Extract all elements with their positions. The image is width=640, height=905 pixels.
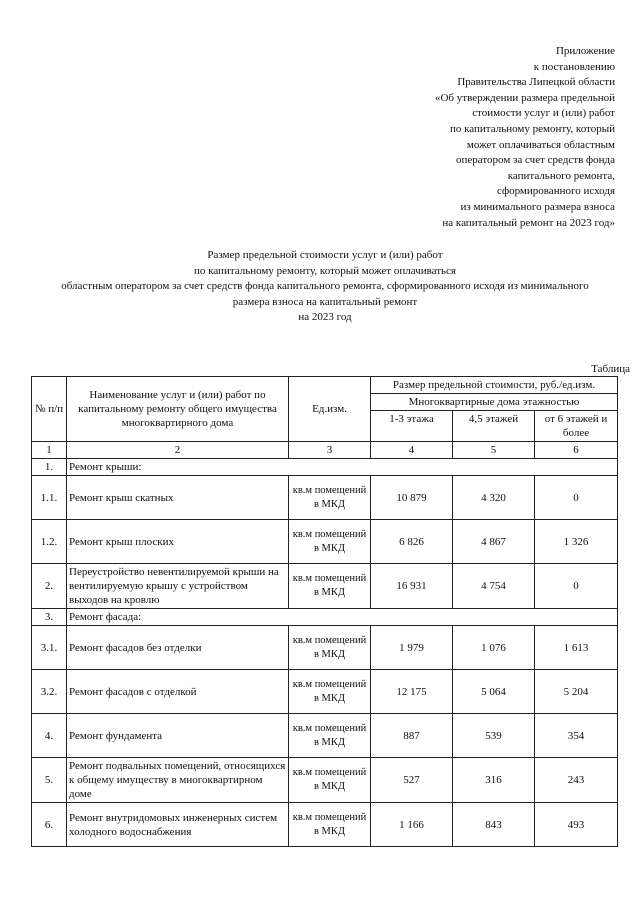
row-num: 4.: [32, 714, 67, 758]
work-name: Ремонт крыш плоских: [67, 520, 289, 564]
value-6-plus-floors: 1 326: [535, 520, 618, 564]
value-1-3-floors: 10 879: [371, 476, 453, 520]
table-section-row: [32, 459, 618, 476]
appendix-line: из минимального размера взноса: [460, 200, 615, 213]
row-num: 3.: [32, 609, 67, 626]
table-section-row: [32, 609, 618, 626]
header-name: Наименование услуг и (или) работ по капитальному ремонту общего имущества многоквартирного дома: [67, 377, 289, 442]
table-row: [32, 564, 618, 609]
column-number-row: [32, 442, 618, 459]
value-6-plus-floors: 0: [535, 476, 618, 520]
row-num: 1.1.: [32, 476, 67, 520]
header-cost-group: Размер предельной стоимости, руб./ед.изм.: [371, 377, 618, 394]
work-name: Переустройство невентилируемой крыши на вентилируемую крышу с устройством выходов на кровлю: [67, 564, 289, 609]
work-name: Ремонт фундамента: [67, 714, 289, 758]
table-row: [32, 476, 618, 520]
value-1-3-floors: 527: [371, 758, 453, 803]
appendix-line: к постановлению: [533, 60, 615, 73]
value-6-plus-floors: 493: [535, 803, 618, 847]
value-1-3-floors: 16 931: [371, 564, 453, 609]
value-6-plus-floors: 1 613: [535, 626, 618, 670]
column-number: 3: [289, 442, 371, 459]
table-label: Таблица: [591, 363, 630, 375]
appendix-line: стоимости услуг и (или) работ: [472, 107, 615, 120]
value-1-3-floors: 1 166: [371, 803, 453, 847]
unit-cell: кв.м помещений в МКД: [289, 564, 371, 609]
title-line: по капитальному ремонту, который может оплачиваться: [194, 264, 456, 277]
row-num: 2.: [32, 564, 67, 609]
work-name: Ремонт крыш скатных: [67, 476, 289, 520]
cost-table: [31, 376, 618, 847]
appendix-line: оператором за счет средств фонда: [456, 154, 615, 167]
table-row: [32, 803, 618, 847]
column-number: 5: [453, 442, 535, 459]
value-4-5-floors: 4 754: [453, 564, 535, 609]
section-title: Ремонт фасада:: [67, 609, 618, 626]
header-row: [32, 377, 618, 394]
work-name: Ремонт фасадов с отделкой: [67, 670, 289, 714]
value-4-5-floors: 4 867: [453, 520, 535, 564]
appendix-line: по капитальному ремонту, который: [449, 122, 615, 135]
header-col-4-5: 4,5 этажей: [453, 411, 535, 442]
row-num: 1.2.: [32, 520, 67, 564]
row-num: 3.2.: [32, 670, 67, 714]
unit-cell: кв.м помещений в МКД: [289, 476, 371, 520]
unit-cell: кв.м помещений в МКД: [289, 626, 371, 670]
appendix-header: [435, 44, 615, 231]
value-1-3-floors: 1 979: [371, 626, 453, 670]
value-1-3-floors: 6 826: [371, 520, 453, 564]
appendix-line: сформированного исходя: [496, 185, 615, 198]
header-unit: Ед.изм.: [289, 377, 371, 442]
value-6-plus-floors: 243: [535, 758, 618, 803]
row-num: 1.: [32, 459, 67, 476]
value-4-5-floors: 843: [453, 803, 535, 847]
work-name: Ремонт фасадов без отделки: [67, 626, 289, 670]
column-number: 2: [67, 442, 289, 459]
value-1-3-floors: 12 175: [371, 670, 453, 714]
column-number: 6: [535, 442, 618, 459]
value-4-5-floors: 316: [453, 758, 535, 803]
appendix-line: Правительства Липецкой области: [457, 76, 615, 89]
value-6-plus-floors: 5 204: [535, 670, 618, 714]
header-floors-group: Многоквартирные дома этажностью: [371, 394, 618, 411]
unit-cell: кв.м помещений в МКД: [289, 714, 371, 758]
value-1-3-floors: 887: [371, 714, 453, 758]
header-col-6: от 6 этажей и более: [535, 411, 618, 442]
table-row: [32, 714, 618, 758]
unit-cell: кв.м помещений в МКД: [289, 670, 371, 714]
column-number: 4: [371, 442, 453, 459]
title-line: на 2023 год: [298, 311, 352, 324]
row-num: 5.: [32, 758, 67, 803]
row-num: 3.1.: [32, 626, 67, 670]
table-row: [32, 758, 618, 803]
table-row: [32, 670, 618, 714]
row-num: 6.: [32, 803, 67, 847]
title-line: областным оператором за счет средств фонда капитального ремонта, сформированного исходя из минимального: [61, 280, 589, 293]
table-row: [32, 626, 618, 670]
section-title: Ремонт крыши:: [67, 459, 618, 476]
appendix-line: капитального ремонта,: [507, 169, 615, 182]
unit-cell: кв.м помещений в МКД: [289, 803, 371, 847]
appendix-line: Приложение: [555, 45, 615, 57]
unit-cell: кв.м помещений в МКД: [289, 758, 371, 803]
work-name: Ремонт внутридомовых инженерных систем холодного водоснабжения: [67, 803, 289, 847]
column-number: 1: [32, 442, 67, 459]
appendix-line: на капитальный ремонт на 2023 год»: [442, 216, 615, 229]
value-6-plus-floors: 0: [535, 564, 618, 609]
appendix-line: «Об утверждении размера предельной: [434, 91, 615, 104]
work-name: Ремонт подвальных помещений, относящихся к общему имуществу в многоквартирном доме: [67, 758, 289, 803]
value-4-5-floors: 4 320: [453, 476, 535, 520]
title-line: размера взноса на капитальный ремонт: [232, 295, 418, 308]
value-4-5-floors: 539: [453, 714, 535, 758]
appendix-line: может оплачиваться областным: [466, 138, 615, 151]
document-title: [0, 248, 640, 326]
title-line: Размер предельной стоимости услуг и (или) работ: [207, 249, 443, 261]
value-4-5-floors: 5 064: [453, 670, 535, 714]
unit-cell: кв.м помещений в МКД: [289, 520, 371, 564]
value-4-5-floors: 1 076: [453, 626, 535, 670]
header-col-1-3: 1-3 этажа: [371, 411, 453, 442]
value-6-plus-floors: 354: [535, 714, 618, 758]
table-row: [32, 520, 618, 564]
header-num: № п/п: [32, 377, 67, 442]
